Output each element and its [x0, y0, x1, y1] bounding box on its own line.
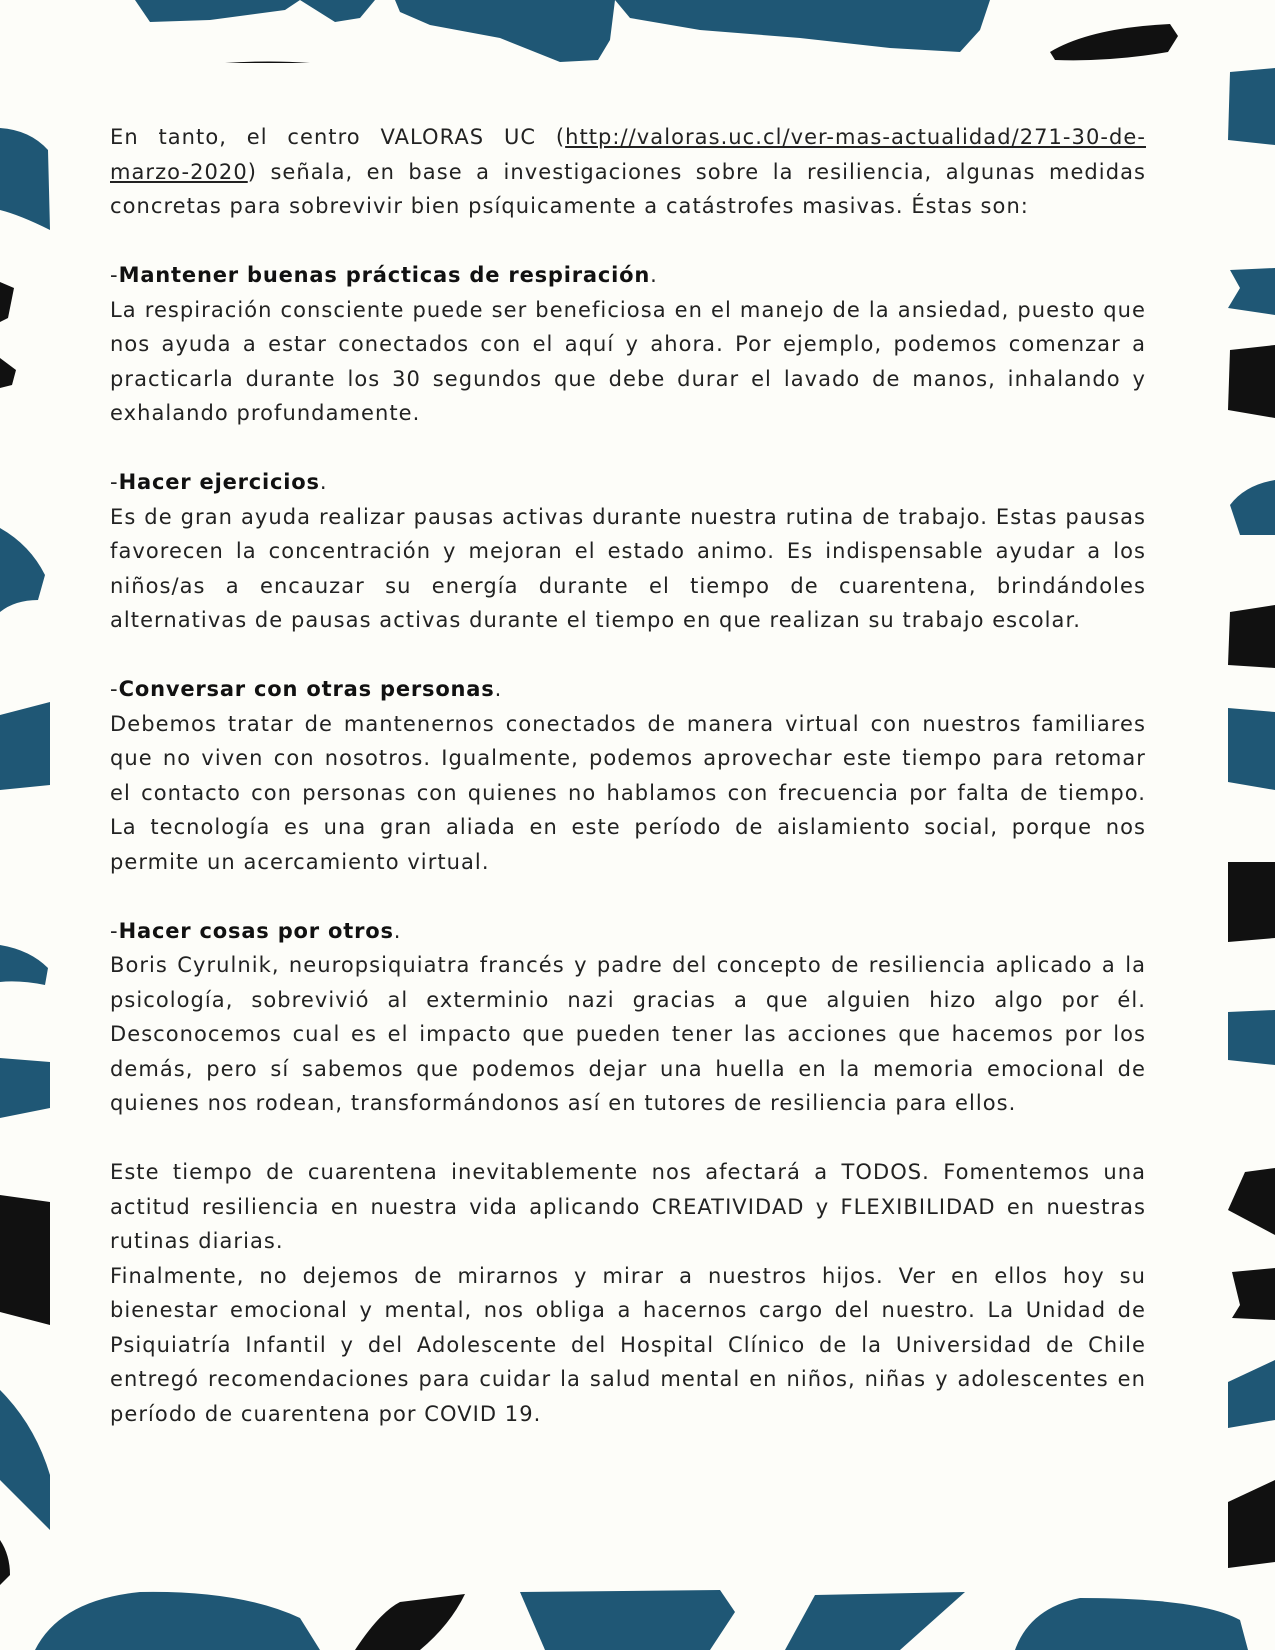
brush-stroke-left-4	[0, 528, 45, 612]
brush-stroke-top-2	[300, 0, 375, 22]
closing-paragraph: Este tiempo de cuarentena inevitablemente nos afectará a TODOS. Fomentemos una actitud resiliencia en nuestra vida aplicando CREATIVIDAD y FLEXIBILIDAD en nuestras rutinas diarias.	[110, 1160, 1146, 1253]
intro-paragraph: En tanto, el centro VALORAS UC (http://valoras.uc.cl/ver-mas-actualidad/271-30-de-marzo-2020) señala, en base a investigaciones sobre la resiliencia, algunas medidas concretas para sobrevivir bien psíquicamente a catástrofes masivas. Éstas son:	[110, 125, 1146, 218]
section-body: Es de gran ayuda realizar pausas activas durante nuestra rutina de trabajo. Estas pausas favorecen la concentración y mejoran el estado animo. Es indispensable ayudar a los niños/as a encauzar su energía durante el tiempo de cuarentena, brindándoles alternativas de pausas activas durante el tiempo en que realizan su trabajo escolar.	[110, 504, 1146, 632]
brush-stroke-left-9	[0, 1390, 50, 1530]
brush-stroke-right-5	[1228, 605, 1275, 668]
brush-stroke-top-5	[225, 62, 310, 64]
brush-stroke-right-8	[1228, 1010, 1275, 1065]
brush-stroke-right-4	[1230, 480, 1275, 535]
section-heading: -Conversar con otras personas.	[110, 677, 503, 701]
brush-stroke-right-6	[1228, 708, 1275, 790]
brush-stroke-right-2	[1228, 268, 1275, 315]
brush-stroke-right-7	[1228, 862, 1275, 942]
brush-stroke-left-3	[0, 358, 16, 388]
section-body: La respiración consciente puede ser beneficiosa en el manejo de la ansiedad, puesto que nos ayuda a estar conectados con el aquí y ahora. Por ejemplo, podemos comenzar a practicarla durante los 30 segundos que debe durar el lavado de manos, inhalando y exhalando profundamente.	[110, 297, 1146, 425]
brush-stroke-right-1	[1228, 68, 1275, 145]
brush-stroke-left-5	[0, 702, 50, 790]
section-body: Boris Cyrulnik, neuropsiquiatra francés y padre del concepto de resiliencia aplicado a la psicología, sobrevivió al exterminio nazi gracias a que alguien hizo algo por él. Desconocemos cual es el impacto que pueden tener las acciones que hacemos por los demás, pero sí sabemos que podemos dejar una huella en la memoria emocional de quienes nos rodean, transformándonos así en tutores de resiliencia para ellos.	[110, 953, 1146, 1115]
brush-stroke-left-8	[0, 1195, 50, 1325]
brush-stroke-right-3	[1228, 345, 1275, 418]
brush-stroke-bottom-5	[1015, 1598, 1248, 1650]
document-body	[110, 120, 1146, 1431]
brush-stroke-top-3	[395, 0, 615, 62]
brush-stroke-right-10	[1232, 1268, 1275, 1320]
brush-stroke-left-6	[0, 945, 48, 985]
brush-stroke-top-1	[135, 0, 300, 22]
brush-stroke-right-12	[1228, 1480, 1275, 1568]
brush-stroke-left-7	[0, 1058, 50, 1118]
brush-stroke-left-1	[0, 128, 50, 230]
brush-stroke-top-4	[615, 0, 990, 52]
closing-paragraph: Finalmente, no dejemos de mirarnos y mirar a nuestros hijos. Ver en ellos hoy su bienestar emocional y mental, nos obliga a hacernos cargo del nuestro. La Unidad de Psiquiatría Infantil y del Adolescente del Hospital Clínico de la Universidad de Chile entregó recomendaciones para cuidar la salud mental en niños, niñas y adolescentes en período de cuarentena por COVID 19.	[110, 1263, 1146, 1426]
brush-stroke-bottom-2	[355, 1594, 465, 1650]
section-heading: -Mantener buenas prácticas de respiración.	[110, 263, 658, 287]
brush-stroke-bottom-4	[785, 1592, 965, 1650]
section-heading: -Hacer cosas por otros.	[110, 918, 402, 943]
brush-stroke-bottom-3	[520, 1590, 735, 1650]
brush-stroke-right-9	[1228, 1168, 1275, 1235]
brush-stroke-bottom-1	[35, 1592, 320, 1650]
brush-stroke-right-11	[1228, 1360, 1275, 1428]
section-body: Debemos tratar de mantenernos conectados de manera virtual con nuestros familiares que no viven con nosotros. Igualmente, podemos aprovechar este tiempo para retomar el contacto con personas con quienes no hablamos con frecuencia por falta de tiempo. La tecnología es una gran aliada en este período de aislamiento social, porque nos permite un acercamiento virtual.	[110, 711, 1146, 874]
brush-stroke-left-2	[0, 282, 14, 322]
brush-stroke-top-6	[1050, 24, 1178, 60]
section-heading: -Hacer ejercicios.	[110, 470, 328, 494]
brush-stroke-left-10	[0, 1540, 10, 1585]
valoras-link[interactable]: http://valoras.uc.cl/ver-mas-actualidad/271-30-de-marzo-2020	[110, 125, 1146, 184]
